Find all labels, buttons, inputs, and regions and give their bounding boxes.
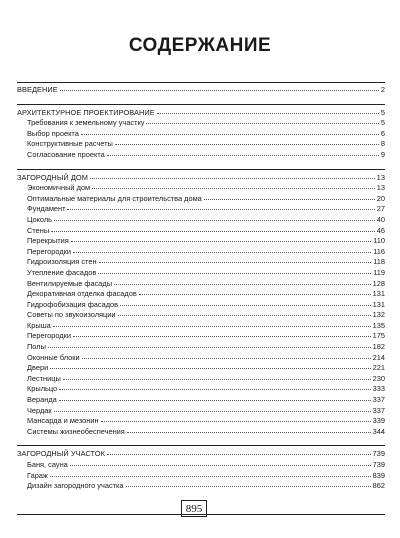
dot-leader xyxy=(114,277,371,285)
toc-entry-page: 131 xyxy=(372,299,385,309)
toc-entry-label: Перекрытия xyxy=(27,236,69,246)
toc-entry-label: Веранда xyxy=(27,395,57,405)
dot-leader xyxy=(73,245,371,253)
toc-entry-label: Цоколь xyxy=(27,214,53,224)
toc-entry-label: Баня, сауна xyxy=(27,460,68,469)
dot-leader xyxy=(67,202,374,210)
toc-entry[interactable] xyxy=(17,480,385,491)
toc-entry-page: 214 xyxy=(372,352,385,362)
toc-entry-page: 27 xyxy=(376,204,385,214)
toc-entry-label: Перегородки xyxy=(27,331,72,341)
toc-entry-label: Мансарда и мезонин xyxy=(27,416,99,426)
dot-leader xyxy=(59,382,371,390)
dot-leader xyxy=(71,234,371,242)
toc-entry-label: Крыльцо xyxy=(27,384,58,394)
toc-entry-label: Гидрофобизация фасадов xyxy=(27,299,119,309)
dot-leader xyxy=(48,340,371,348)
toc-section xyxy=(17,169,385,437)
toc-entry-page: 221 xyxy=(372,363,385,373)
toc-entry-label: Утепление фасадов xyxy=(27,267,97,277)
toc-entry-page: 5 xyxy=(380,107,385,117)
dot-leader xyxy=(50,469,371,477)
toc-entry-label: Чердак xyxy=(27,405,52,415)
toc-entry-page: 333 xyxy=(372,384,385,394)
toc-entry-page: 128 xyxy=(372,278,385,288)
toc-entry-label: Вентилируемые фасады xyxy=(27,278,113,288)
table-of-contents xyxy=(17,82,385,491)
toc-entry-page: 13 xyxy=(376,183,385,193)
toc-entry-label: Крыша xyxy=(27,320,51,330)
toc-entry-page: 337 xyxy=(372,395,385,405)
toc-entry-label: ВВЕДЕНИЕ xyxy=(17,85,58,94)
dot-leader xyxy=(98,266,371,274)
dot-leader xyxy=(146,116,378,124)
toc-entry-label: Стены xyxy=(27,225,50,235)
dot-leader xyxy=(204,192,375,200)
toc-entry-page: 230 xyxy=(372,373,385,383)
toc-entry-label: Согласование проекта xyxy=(27,149,105,159)
toc-entry-page: 344 xyxy=(372,426,385,436)
dot-leader xyxy=(139,287,371,295)
dot-leader xyxy=(120,298,371,306)
dot-leader xyxy=(127,425,371,433)
toc-entry-page: 175 xyxy=(372,331,385,341)
toc-entry-label: Перегородки xyxy=(27,246,72,256)
toc-entry-label: Оконные блоки xyxy=(27,352,80,362)
toc-entry-page: 118 xyxy=(373,257,385,267)
toc-entry-page: 40 xyxy=(376,214,385,224)
toc-entry-page: 2 xyxy=(380,85,385,94)
dot-leader xyxy=(92,181,375,189)
toc-entry-label: Экономичный дом xyxy=(27,183,91,193)
dot-leader xyxy=(54,404,371,412)
toc-entry-label: Конструктивные расчеты xyxy=(27,139,113,149)
dot-leader xyxy=(73,329,371,337)
toc-entry-label: Гидроизоляция стен xyxy=(27,257,97,267)
dot-leader xyxy=(118,308,371,316)
toc-section xyxy=(17,445,385,490)
toc-section-heading[interactable] xyxy=(17,84,385,95)
toc-entry-page: 131 xyxy=(372,289,385,299)
toc-entry-page: 132 xyxy=(372,310,385,320)
toc-entry-label: Выбор проекта xyxy=(27,128,79,138)
toc-entry-page: 739 xyxy=(372,449,385,459)
toc-entry-label: ЗАГОРОДНЫЙ ДОМ xyxy=(17,172,88,182)
dot-leader xyxy=(81,127,379,135)
toc-entry[interactable] xyxy=(17,426,385,437)
dot-leader xyxy=(82,351,371,359)
toc-entry-page: 135 xyxy=(372,320,385,330)
toc-entry-page: 46 xyxy=(376,225,385,235)
dot-leader xyxy=(70,458,371,466)
toc-entry-label: АРХИТЕКТУРНОЕ ПРОЕКТИРОВАНИЕ xyxy=(17,107,155,117)
dot-leader xyxy=(99,255,372,263)
dot-leader xyxy=(50,361,370,369)
dot-leader xyxy=(54,213,375,221)
page-title: СОДЕРЖАНИЕ xyxy=(128,35,272,56)
dot-leader xyxy=(157,106,379,114)
toc-entry-label: Оптимальные материалы для строительства дома xyxy=(27,193,202,203)
toc-entry-label: Требования к земельному участку xyxy=(27,118,145,128)
dot-leader xyxy=(107,148,379,156)
toc-entry-page: 739 xyxy=(372,460,385,469)
toc-entry-label: Системы жизнеобеспечения xyxy=(27,426,125,436)
page-number: 895 xyxy=(181,500,207,517)
toc-entry-label: Гараж xyxy=(27,470,48,480)
toc-entry-page: 9 xyxy=(380,149,385,159)
toc-entry-page: 13 xyxy=(376,172,385,182)
dot-leader xyxy=(126,479,371,487)
toc-entry-label: ЗАГОРОДНЫЙ УЧАСТОК xyxy=(17,449,105,459)
toc-entry-label: Декоративная отделка фасадов xyxy=(27,289,137,299)
toc-entry-page: 337 xyxy=(372,405,385,415)
dot-leader xyxy=(101,414,371,422)
toc-entry-label: Дизайн загородного участка xyxy=(27,481,124,491)
toc-entry-label: Двери xyxy=(27,363,49,373)
toc-entry-page: 839 xyxy=(372,470,385,480)
dot-leader xyxy=(63,372,371,380)
toc-entry-label: Советы по звукоизоляции xyxy=(27,310,116,320)
dot-leader xyxy=(53,319,371,327)
dot-leader xyxy=(107,447,371,455)
toc-entry-page: 6 xyxy=(380,128,385,138)
toc-entry-page: 862 xyxy=(372,481,385,491)
toc-entry-page: 110 xyxy=(373,236,385,246)
toc-entry-page: 5 xyxy=(380,118,385,128)
toc-entry-page: 8 xyxy=(380,139,385,149)
toc-entry-label: Лестницы xyxy=(27,373,61,383)
toc-section xyxy=(17,104,385,160)
dot-leader xyxy=(51,224,375,232)
toc-entry-page: 20 xyxy=(376,193,385,203)
toc-entry-page: 339 xyxy=(372,416,385,426)
dot-leader xyxy=(59,393,371,401)
toc-entry-label: Фундамент xyxy=(27,204,66,214)
dot-leader xyxy=(60,83,379,91)
toc-entry-page: 182 xyxy=(372,342,385,352)
toc-entry-page: 116 xyxy=(373,246,385,256)
toc-section xyxy=(17,82,385,95)
dot-leader xyxy=(115,137,379,145)
toc-entry-page: 119 xyxy=(373,267,385,277)
toc-entry[interactable] xyxy=(17,149,385,160)
toc-entry-label: Полы xyxy=(27,342,46,352)
dot-leader xyxy=(90,171,375,179)
